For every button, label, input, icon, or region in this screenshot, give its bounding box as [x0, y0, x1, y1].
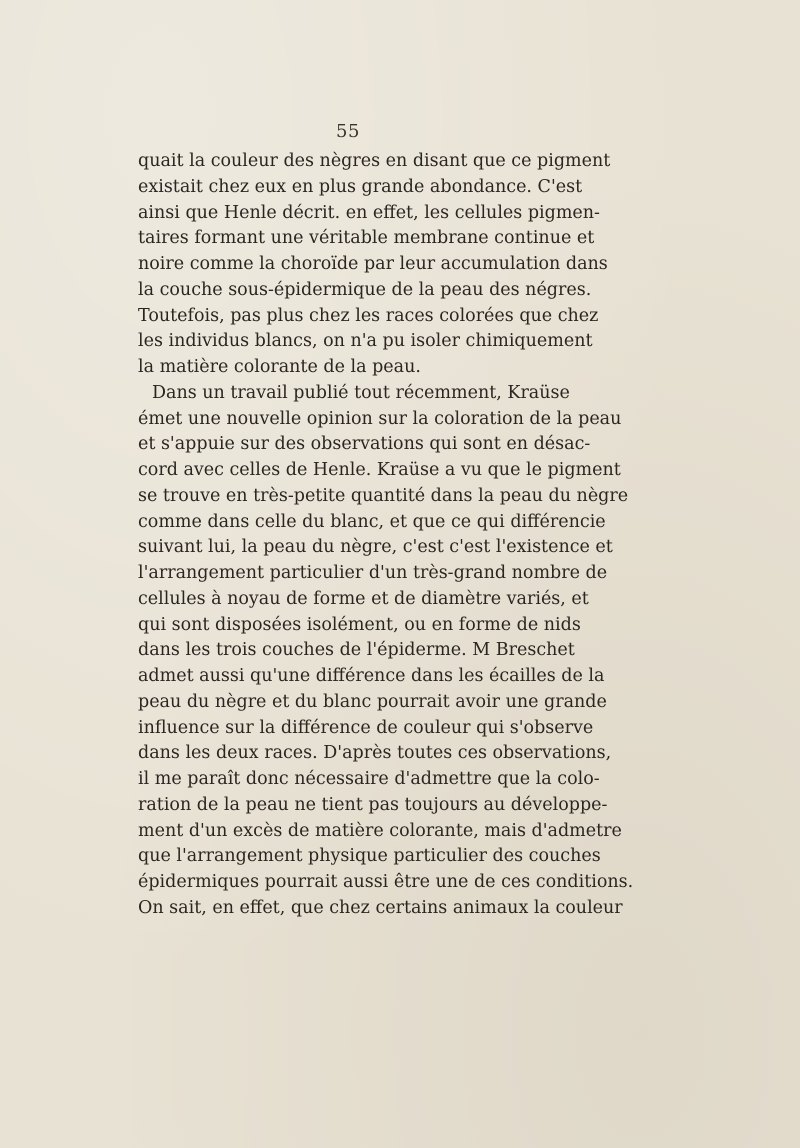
text-line-19: qui sont disposées isolément, ou en forme de nids	[138, 614, 581, 635]
text-line-5: noire comme la choroïde par leur accumulation dans	[138, 254, 608, 274]
text-line-2: existait chez eux en plus grande abondance. C'est	[138, 176, 583, 197]
body-text	[138, 149, 634, 922]
text-line-16: suivant lui, la peau du nègre, c'est c'est l'existence et	[138, 537, 613, 558]
text-line-26: ration de la peau ne tient pas toujours au développe-	[138, 794, 608, 815]
text-line-14: se trouve en très-petite quantité dans la peau du nègre	[138, 485, 629, 506]
text-line-7: Toutefois, pas plus chez les races colorées que chez	[138, 305, 599, 326]
text-line-15: comme dans celle du blanc, et que ce qui différencie	[138, 511, 606, 532]
text-line-28: que l'arrangement physique particulier des couches	[138, 846, 601, 867]
text-line-13: cord avec celles de Henle. Kraüse a vu que le pigment	[138, 460, 621, 480]
text-line-21: admet aussi qu'une différence dans les écailles de la	[138, 666, 605, 686]
text-line-11: émet une nouvelle opinion sur la coloration de la peau	[138, 408, 622, 429]
text-line-8: les individus blancs, on n'a pu isoler chimiquement	[138, 331, 593, 352]
text-line-23: influence sur la différence de couleur qui s'observe	[138, 717, 594, 738]
text-line-24: dans les deux races. D'après toutes ces observations,	[138, 743, 612, 764]
text-line-9: la matière colorante de la peau.	[138, 357, 421, 377]
text-line-10: Dans un travail publié tout récemment, Kraüse	[152, 382, 570, 403]
text-line-20: dans les trois couches de l'épiderme. M Breschet	[138, 640, 575, 661]
text-line-29: épidermiques pourrait aussi être une de ces conditions.	[138, 872, 634, 892]
text-line-6: la couche sous-épidermique de la peau des négres.	[138, 279, 592, 300]
text-line-25: il me paraît donc nécessaire d'admettre que la colo-	[138, 769, 600, 789]
text-line-17: l'arrangement particulier d'un très-grand nombre de	[138, 563, 608, 583]
text-line-30: On sait, en effet, que chez certains animaux la couleur	[138, 897, 623, 918]
text-line-4: taires formant une véritable membrane continue et	[138, 228, 595, 249]
text-line-12: et s'appuie sur des observations qui sont en désac-	[138, 434, 591, 455]
page-number: 55	[336, 121, 360, 142]
text-line-3: ainsi que Henle décrit. en effet, les cellules pigmen-	[138, 202, 600, 223]
text-line-1: quait la couleur des nègres en disant que ce pigment	[138, 151, 611, 171]
text-line-22: peau du nègre et du blanc pourrait avoir une grande	[138, 691, 607, 712]
text-line-18: cellules à noyau de forme et de diamètre variés, et	[138, 588, 589, 609]
text-line-27: ment d'un excès de matière colorante, mais d'admetre	[138, 820, 622, 841]
